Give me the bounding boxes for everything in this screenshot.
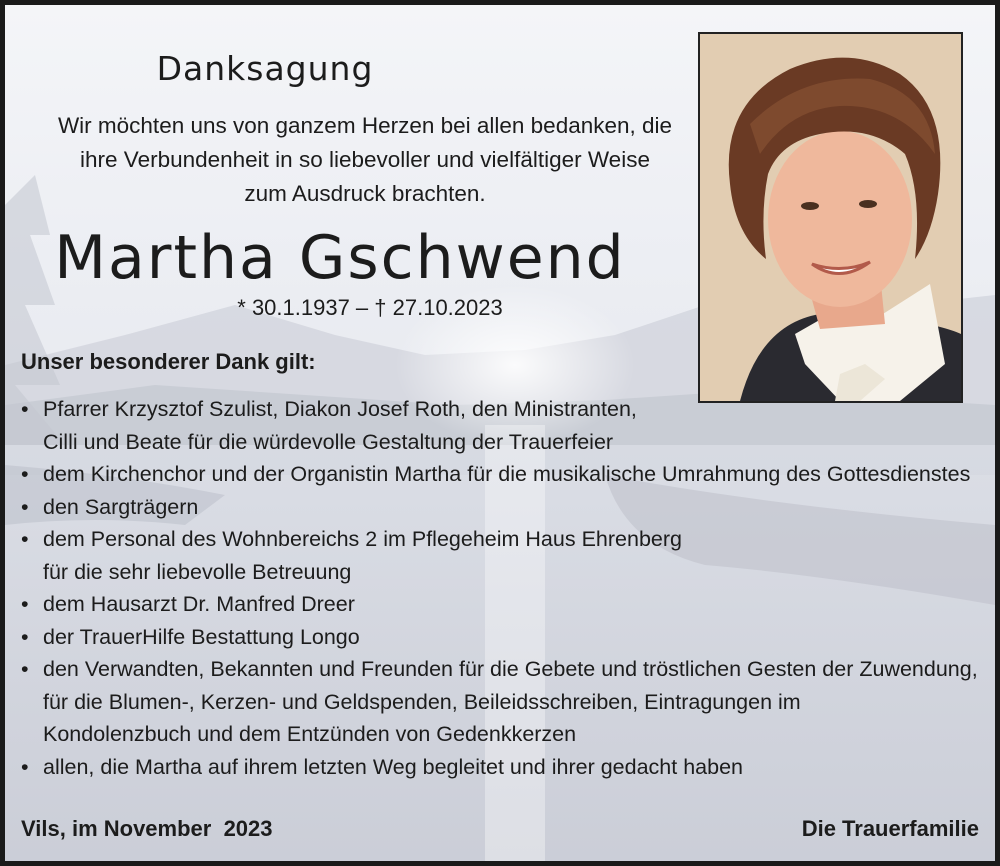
bullet: • (21, 592, 29, 616)
list-item-line: für die sehr liebevolle Betreuung (43, 559, 352, 584)
place-date: Vils, im November 2023 (21, 816, 273, 841)
list-item (21, 621, 981, 654)
list-item-line: Pfarrer Krzysztof Szulist, Diakon Josef Roth, den Ministranten, (43, 397, 637, 421)
list-item-line: für die Blumen-, Kerzen- und Geldspenden, Beileidsschreiben, Eintragungen im (43, 689, 801, 714)
list-item-line: dem Personal des Wohnbereichs 2 im Pflegeheim Haus Ehrenberg (43, 527, 682, 551)
list-item (21, 393, 981, 458)
list-item-line: allen, die Martha auf ihrem letzten Weg begleitet und ihrer gedacht haben (43, 754, 743, 779)
bullet: • (21, 462, 29, 486)
signature-family: Die Trauerfamilie (801, 816, 979, 841)
bullet: • (21, 754, 29, 779)
list-item (21, 653, 981, 751)
intro-line: zum Ausdruck brachten. (244, 181, 486, 206)
list-item-line: dem Hausarzt Dr. Manfred Dreer (43, 592, 355, 616)
bullet: • (21, 657, 29, 681)
list-item-line: den Verwandten, Bekannten und Freunden für die Gebete und tröstlichen Gesten der Zuwendung, (43, 657, 978, 681)
thanks-list (21, 393, 981, 783)
list-item (21, 588, 981, 621)
bullet: • (21, 494, 29, 519)
bullet: • (21, 397, 29, 421)
list-item-line: der TrauerHilfe Bestattung Longo (43, 624, 360, 649)
heading-thanks: Danksagung (156, 49, 374, 88)
list-item-line: Cilli und Beate für die würdevolle Gestaltung der Trauerfeier (43, 429, 614, 454)
life-dates: * 30.1.1937 – † 27.10.2023 (237, 295, 503, 320)
list-item (21, 751, 981, 784)
intro-line: ihre Verbundenheit in so liebevoller und vielfältiger Weise (80, 147, 650, 172)
intro-text (25, 109, 705, 211)
deceased-name: Martha Gschwend (54, 223, 626, 293)
list-item-line: Kondolenzbuch und dem Entzünden von Gedenkkerzen (43, 722, 577, 746)
thanks-title: Unser besonderer Dank gilt: (21, 349, 316, 374)
list-item (21, 523, 981, 588)
list-item-line: den Sargträgern (43, 494, 199, 519)
portrait-illustration (700, 34, 961, 401)
intro-line: Wir möchten uns von ganzem Herzen bei allen bedanken, die (57, 113, 673, 138)
bullet: • (21, 624, 29, 649)
obituary-card (5, 5, 995, 861)
list-item-line: dem Kirchenchor und der Organistin Martha für die musikalische Umrahmung des Gottesdienstes (43, 462, 971, 486)
list-item (21, 491, 981, 524)
portrait-photo (698, 32, 963, 403)
list-item (21, 458, 981, 491)
bullet: • (21, 527, 29, 551)
